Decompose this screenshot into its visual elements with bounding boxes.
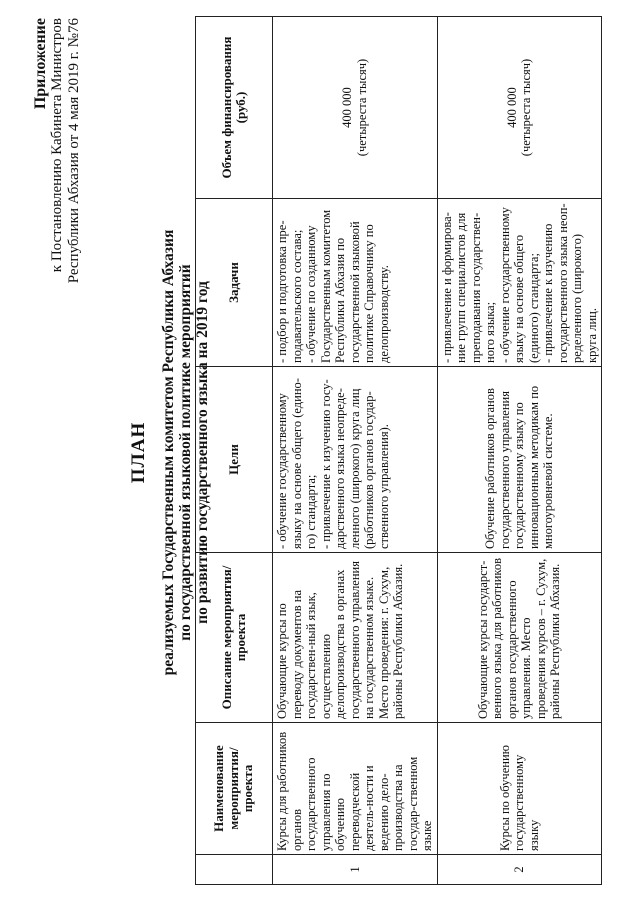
funding-amount: 400 000 [340, 87, 355, 128]
header-tasks: Задачи [196, 199, 273, 367]
plan-table [195, 16, 602, 885]
row-goals: Обучение работников органов государственного управления государственному языку по инновационным методикам по многоуровневой системе. [437, 367, 602, 553]
appendix-header [32, 18, 83, 283]
table-row [437, 17, 602, 885]
row-name: Курсы по обучению государственному языку [437, 723, 602, 855]
plan-subtitle-3: по развитию государственного языка на 2019 год [194, 281, 211, 624]
row-tasks: - подбор и подготовка пре-подавательского состава; - обучение по созданному Государственным комитетом Республики Абхазия по государственной языковой политике Справочнику по делопроизводству. [273, 199, 438, 367]
plan-heading: ПЛАН [128, 421, 149, 484]
header-goals: Цели [196, 367, 273, 553]
appendix-title: Приложение [32, 18, 49, 110]
header-num [196, 855, 273, 885]
header-funding: Объем финансирования (руб.) [196, 17, 273, 199]
row-num: 2 [437, 855, 602, 885]
header-description: Описание мероприятия/ проекта [196, 553, 273, 723]
row-description: Обучающие курсы государст-венного языка для работников органов государственного управления. Место проведения курсов – г. Сухум, районы Республики Абхазия. [437, 553, 602, 723]
row-goals: - обучение государственному языку на основе общего (едино-го) стандарта; - привлечение к изучению госу-дарственного языка неопреде-ленного (широкого) круга лиц (работников органов государ-ственного управления). [273, 367, 438, 553]
row-name: Курсы для работников органов государственного управления по обучению переводческой деятель-ности и ведению дело-производства на государ-ственном языке [273, 723, 438, 855]
funding-amount-words: (четыреста тысяч) [519, 58, 534, 157]
row-funding [437, 17, 602, 199]
plan-subtitle-2: по государственной языковой политике мероприятий [177, 264, 194, 641]
appendix-line-1: к Постановлению Кабинета Министров [49, 18, 65, 273]
funding-amount-words: (четыреста тысяч) [354, 58, 369, 157]
row-tasks: - привлечение и формирова-ние групп специалистов для преподавания государствен-ного языка; - обучение государственному языку на основе общего (единого) стандарта; - привлечение к изучению государственного языка неоп-ределенного (широкого) круга лиц. [437, 199, 602, 367]
table-row [273, 17, 438, 885]
row-funding [273, 17, 438, 199]
header-name: Наименование мероприятия/ проекта [196, 723, 273, 855]
row-num: 1 [273, 855, 438, 885]
plan-subtitle-1: реализуемых Государственным комитетом Республики Абхазия [160, 229, 177, 676]
row-description: Обучающие курсы по переводу документов на государствен-ный язык, осуществлению делопроизводства в органах государственного управления на государственном языке. Место проведения: г. Сухум, районы Республики Абхазия. [273, 553, 438, 723]
funding-amount: 400 000 [504, 87, 519, 128]
table-header-row [196, 17, 273, 885]
appendix-line-2: Республики Абхазия от 4 мая 2019 г. №76 [66, 18, 82, 284]
